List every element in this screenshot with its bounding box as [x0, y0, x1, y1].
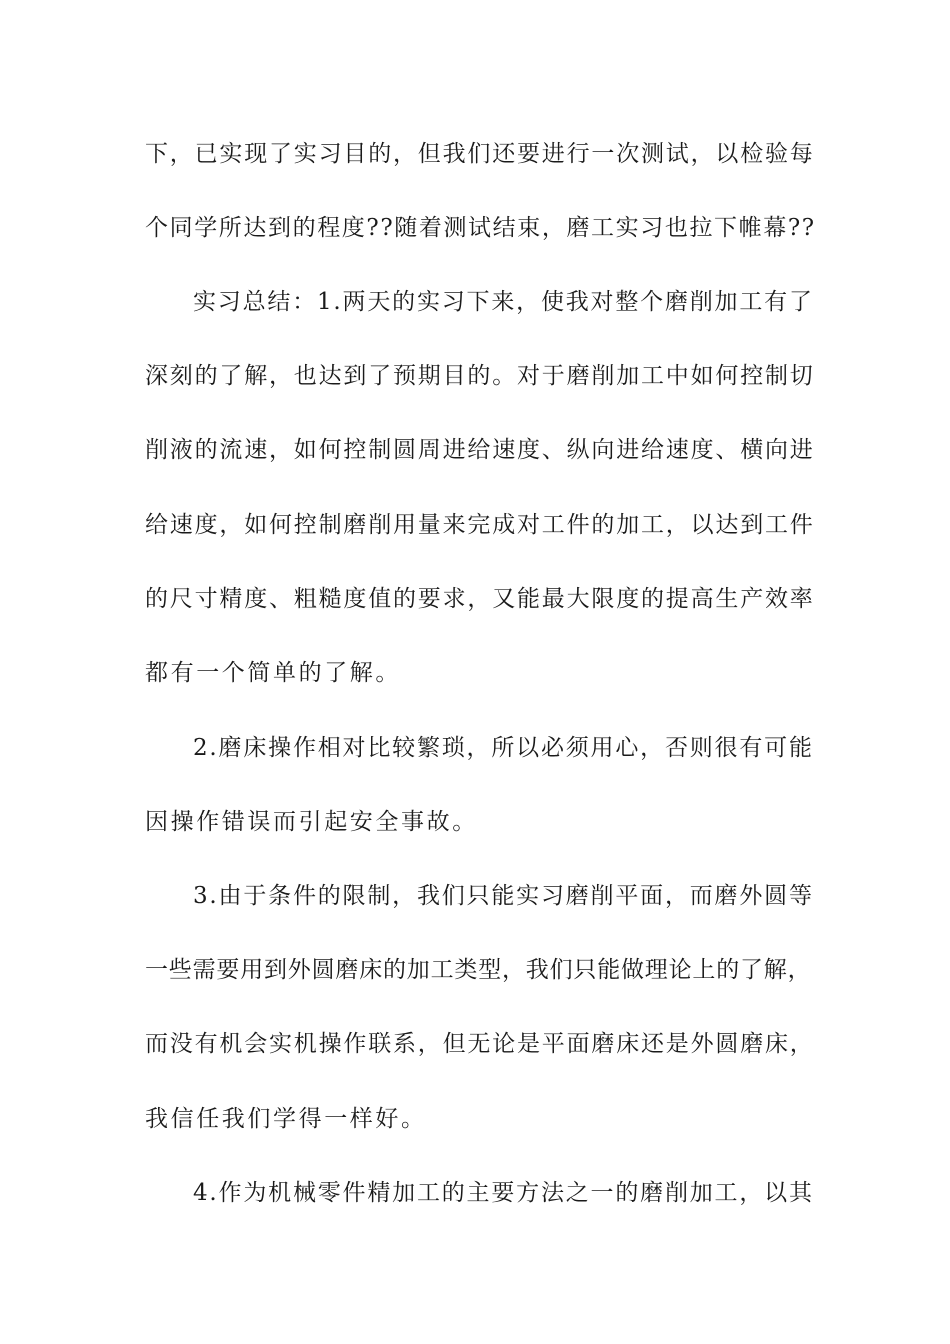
- text-line: 3.由于条件的限制，我们只能实习磨削平面，而磨外圆等: [193, 883, 814, 909]
- text-line: 一些需要用到外圆磨床的加工类型，我们只能做理论上的了解，: [145, 957, 812, 983]
- text-line: 给速度，如何控制磨削用量来完成对工件的加工，以达到工件: [145, 512, 815, 538]
- text-line: 实习总结：1.两天的实习下来，使我对整个磨削加工有了: [193, 289, 814, 315]
- text-line: 4.作为机械零件精加工的主要方法之一的磨削加工，以其: [193, 1180, 814, 1206]
- text-line: 下，已实现了实习目的，但我们还要进行一次测试，以检验每: [145, 141, 815, 167]
- text-line: 个同学所达到的程度??随着测试结束，磨工实习也拉下帷幕??: [145, 215, 816, 241]
- text-line: 2.磨床操作相对比较繁琐，所以必须用心，否则很有可能: [193, 735, 814, 761]
- text-line: 而没有机会实机操作联系，但无论是平面磨床还是外圆磨床，: [145, 1031, 815, 1057]
- text-line: 深刻的了解，也达到了预期目的。对于磨削加工中如何控制切: [145, 363, 815, 389]
- text-line: 削液的流速，如何控制圆周进给速度、纵向进给速度、横向进: [145, 437, 815, 463]
- text-line: 都有一个简单的了解。: [145, 660, 401, 686]
- text-line: 因操作错误而引起安全事故。: [145, 809, 478, 835]
- text-line: 我信任我们学得一样好。: [145, 1106, 427, 1132]
- text-line: 的尺寸精度、粗糙度值的要求，又能最大限度的提高生产效率: [145, 586, 815, 612]
